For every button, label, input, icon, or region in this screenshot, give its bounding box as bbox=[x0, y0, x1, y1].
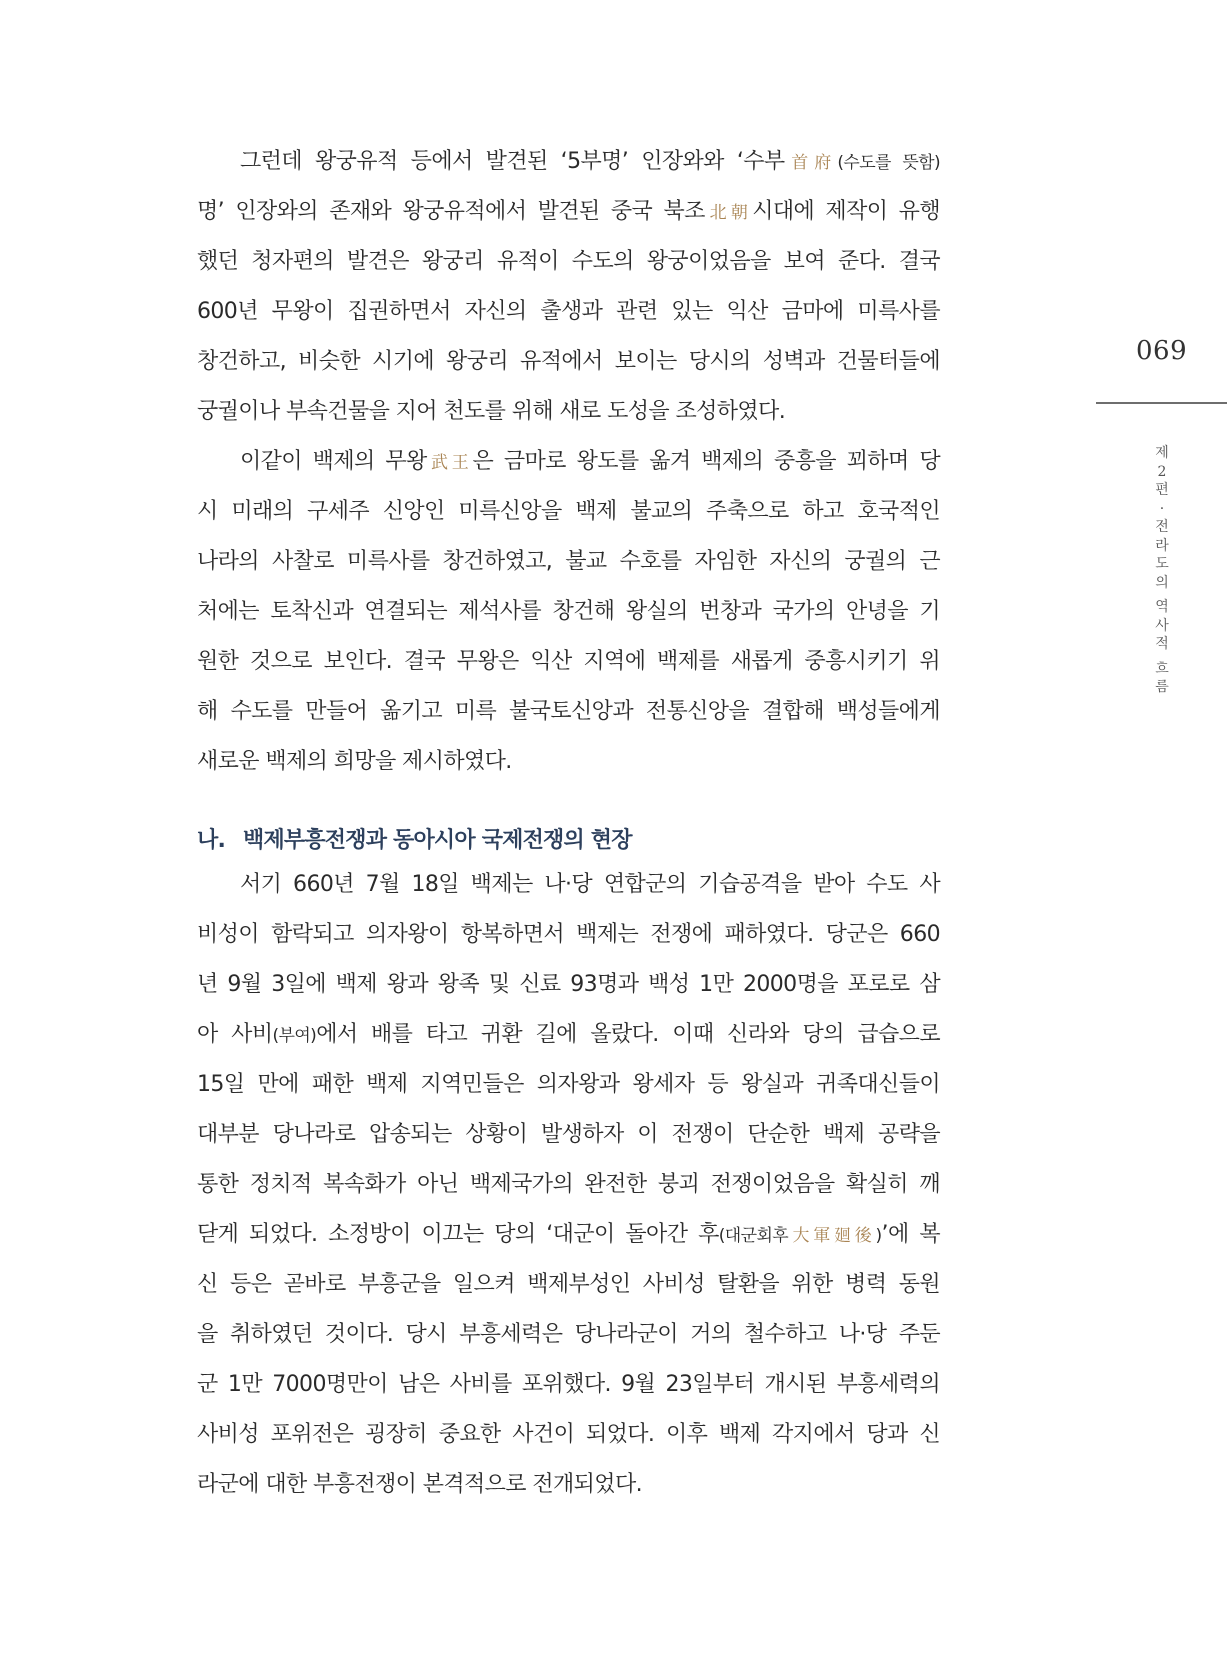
text-line: 사비성 포위전은 굉장히 중요한 사건이 되었다. 이후 백제 각지에서 당과 신 bbox=[197, 1422, 940, 1447]
text-line: 년 9월 3일에 백제 왕과 왕족 및 신료 93명과 백성 1만 2000명을 포로로 삼 bbox=[197, 972, 940, 997]
text-line bbox=[197, 1010, 940, 1060]
text-line: 궁궐이나 부속건물을 지어 천도를 위해 새로 도성을 조성하였다. bbox=[197, 399, 786, 424]
text-line: 대부분 당나라로 압송되는 상황이 발생하자 이 전쟁이 단순한 백제 공략을 bbox=[197, 1122, 940, 1147]
text-line: 새로운 백제의 희망을 제시하였다. bbox=[197, 749, 512, 774]
text-line: 나라의 사찰로 미륵사를 창건하였고, 불교 수호를 자임한 자신의 궁궐의 근 bbox=[197, 549, 940, 574]
page-number: 069 bbox=[1136, 336, 1188, 366]
chapter-char: 역 bbox=[1155, 599, 1169, 615]
text-run: 은 금마로 왕도를 옮겨 백제의 중흥을 꾀하며 당 bbox=[472, 449, 940, 474]
text-line bbox=[197, 137, 940, 187]
chapter-char: 름 bbox=[1155, 679, 1169, 695]
hanja-annotation: 北朝 bbox=[704, 203, 753, 223]
text-line: 600년 무왕이 집권하면서 자신의 출생과 관련 있는 익산 금마에 미륵사를 bbox=[197, 299, 940, 324]
text-run: 에서 배를 타고 귀환 길에 올랐다. 이때 신라와 당의 급습으로 bbox=[316, 1022, 940, 1047]
section-number: 나. bbox=[197, 828, 226, 853]
text-run: 명’ 인장와의 존재와 왕궁유적에서 발견된 중국 북조 bbox=[197, 199, 705, 224]
section-title: 백제부흥전쟁과 동아시아 국제전쟁의 현장 bbox=[243, 828, 632, 853]
hanja-annotation: 首府 bbox=[784, 153, 838, 173]
paragraph-1 bbox=[197, 137, 940, 437]
text-line bbox=[197, 187, 940, 237]
text-line: 서기 660년 7월 18일 백제는 나·당 연합군의 기습공격을 받아 수도 사 bbox=[240, 872, 940, 897]
chapter-char: 편 bbox=[1155, 482, 1169, 498]
paragraph-2 bbox=[197, 437, 940, 787]
text-line: 신 등은 곧바로 부흥군을 일으켜 백제부성인 사비성 탈환을 위한 병력 동원 bbox=[197, 1272, 940, 1297]
chapter-title-vertical bbox=[1152, 444, 1172, 697]
paragraph-3 bbox=[197, 860, 940, 1510]
text-run: 닫게 되었다. 소정방이 이끄는 당의 ‘대군이 돌아간 후 bbox=[197, 1222, 719, 1247]
text-run: 그런데 왕궁유적 등에서 발견된 ‘5부명’ 인장와와 ‘수부 bbox=[240, 149, 785, 174]
text-run: 이같이 백제의 무왕 bbox=[240, 449, 427, 474]
hanja-annotation: 大軍廻後 bbox=[788, 1226, 876, 1246]
text-gloss: ) bbox=[875, 1226, 882, 1246]
text-line: 을 취하였던 것이다. 당시 부흥세력은 당나라군이 거의 철수하고 나·당 주둔 bbox=[197, 1322, 940, 1347]
chapter-char: 의 bbox=[1155, 574, 1169, 591]
text-gloss: (부여) bbox=[272, 1026, 317, 1046]
text-gloss: (대군회후 bbox=[718, 1226, 789, 1246]
text-run: 아 사비 bbox=[197, 1022, 273, 1047]
chapter-char: 흐 bbox=[1155, 660, 1169, 677]
text-line: 15일 만에 패한 백제 지역민들은 의자왕과 왕세자 등 왕실과 귀족대신들이 bbox=[197, 1072, 940, 1097]
text-line bbox=[197, 437, 940, 487]
text-line: 라군에 대한 부흥전쟁이 본격적으로 전개되었다. bbox=[197, 1472, 643, 1497]
text-run: 시대에 제작이 유행 bbox=[752, 199, 940, 224]
text-line: 군 1만 7000명만이 남은 사비를 포위했다. 9월 23일부터 개시된 부흥세력의 bbox=[197, 1372, 940, 1397]
text-gloss: (수도를 뜻함) bbox=[837, 153, 940, 173]
hanja-annotation: 武王 bbox=[426, 453, 473, 473]
text-line: 통한 정치적 복속화가 아닌 백제국가의 완전한 붕괴 전쟁이었음을 확실히 깨 bbox=[197, 1172, 940, 1197]
chapter-char: 전 bbox=[1155, 519, 1169, 535]
text-line: 처에는 토착신과 연결되는 제석사를 창건해 왕실의 번창과 국가의 안녕을 기 bbox=[197, 599, 940, 624]
text-line: 해 수도를 만들어 옮기고 미륵 불국토신앙과 전통신앙을 결합해 백성들에게 bbox=[197, 699, 940, 724]
chapter-char: 도 bbox=[1155, 556, 1169, 572]
chapter-char: 사 bbox=[1155, 617, 1169, 634]
chapter-char: 제 bbox=[1155, 445, 1169, 461]
text-line: 원한 것으로 보인다. 결국 무왕은 익산 지역에 백제를 새롭게 중흥시키기 위 bbox=[197, 649, 940, 674]
chapter-char: 적 bbox=[1155, 636, 1169, 652]
margin-divider bbox=[1096, 402, 1227, 404]
section-heading bbox=[197, 823, 632, 854]
text-run: ’에 복 bbox=[881, 1222, 940, 1247]
chapter-char: 라 bbox=[1155, 537, 1169, 554]
text-line bbox=[197, 1210, 940, 1260]
text-line: 창건하고, 비슷한 시기에 왕궁리 유적에서 보이는 당시의 성벽과 건물터들에 bbox=[197, 349, 940, 374]
text-line: 했던 청자편의 발견은 왕궁리 유적이 수도의 왕궁이었음을 보여 준다. 결국 bbox=[197, 249, 940, 274]
text-line: 시 미래의 구세주 신앙인 미륵신앙을 백제 불교의 주축으로 하고 호국적인 bbox=[197, 499, 940, 524]
chapter-char: 2 bbox=[1157, 463, 1167, 480]
text-line: 비성이 함락되고 의자왕이 항복하면서 백제는 전쟁에 패하였다. 당군은 660 bbox=[197, 922, 940, 947]
chapter-char: · bbox=[1159, 500, 1165, 517]
